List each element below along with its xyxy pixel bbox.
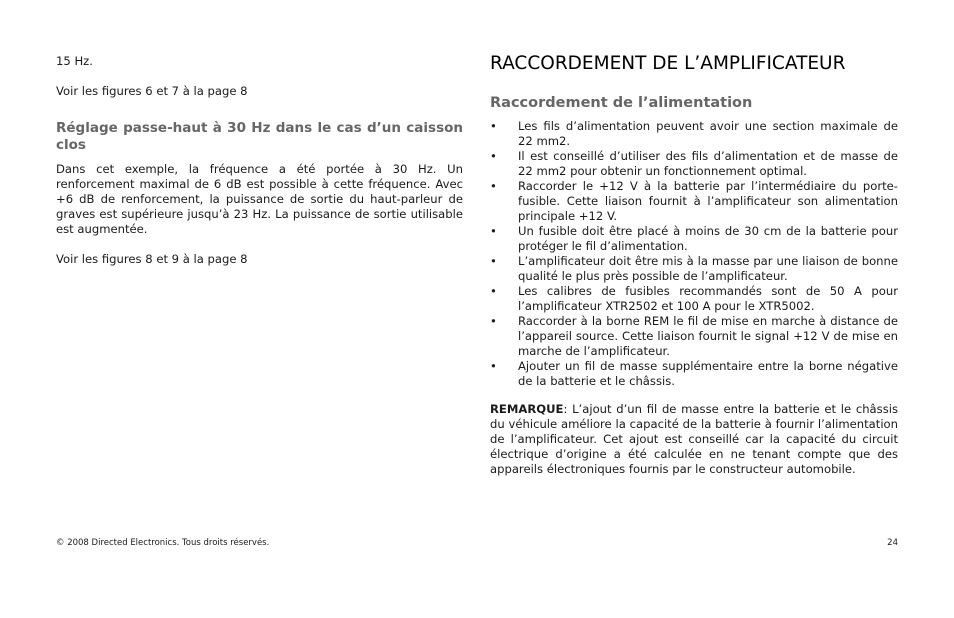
copyright-footer: © 2008 Directed Electronics. Tous droits réservés. (56, 538, 270, 548)
remark-label: REMARQUE (490, 402, 564, 416)
bullet-icon: • (490, 179, 497, 193)
list-item (490, 149, 898, 179)
list-item (490, 284, 898, 314)
figure-reference-2: Voir les figures 8 et 9 à la page 8 (56, 252, 248, 266)
list-item-text: L’amplificateur doit être mis à la masse par une liaison de bonne qualité le plus près possible de l’amplificateur. (518, 254, 898, 283)
list-item-text: Ajouter un fil de masse supplémentaire entre la borne négative de la batterie et le châssis. (518, 359, 898, 388)
highpass-body-text: Dans cet exemple, la fréquence a été portée à 30 Hz. Un renforcement maximal de 6 dB est possible à cette fréquence. Avec +6 dB de renforcement, la puissance de sortie du haut-parleur de graves est supérieure jusqu’à 23 Hz. La puissance de sortie utilisable est augmentée. (56, 162, 463, 236)
list-item-text: Raccorder le +12 V à la batterie par l’intermédiaire du porte-fusible. Cette liaison fournit à l’amplificateur son alimentation principale +12 V. (518, 179, 898, 223)
bullet-icon: • (490, 149, 497, 163)
remark-text: : L’ajout d’un fil de masse entre la batterie et le châssis du véhicule améliore la capacité de la batterie à fournir l’alimentation de l’amplificateur. Cet ajout est conseillé car la capacité du circuit électrique d’origine a été calculée en ne tenant compte que des appareils électroniques fournis par le constructeur automobile. (490, 402, 898, 476)
bullet-icon: • (490, 314, 497, 328)
bullet-icon: • (490, 119, 497, 133)
section-subtitle: Raccordement de l’alimentation (490, 95, 753, 111)
list-item-text: Les fils d’alimentation peuvent avoir une section maximale de 22 mm2. (518, 119, 898, 148)
list-item-text: Les calibres de fusibles recommandés sont de 50 A pour l’amplificateur XTR2502 et 100 A pour le XTR5002. (518, 284, 898, 313)
list-item (490, 359, 898, 389)
figure-reference-1: Voir les figures 6 et 7 à la page 8 (56, 84, 248, 98)
remark-paragraph (490, 402, 898, 477)
list-item-text: Un fusible doit être placé à moins de 30 cm de la batterie pour protéger le fil d’alimentation. (518, 224, 898, 253)
bullet-icon: • (490, 359, 497, 373)
bullet-icon: • (490, 224, 497, 238)
bullet-icon: • (490, 284, 497, 298)
list-item (490, 119, 898, 149)
frequency-line: 15 Hz. (56, 54, 93, 68)
list-item (490, 179, 898, 224)
page-title: RACCORDEMENT DE L’AMPLIFICATEUR (490, 53, 846, 74)
section-heading-highpass: Réglage passe-haut à 30 Hz dans le cas d’un caisson clos (56, 120, 463, 153)
bullet-icon: • (490, 254, 497, 268)
list-item (490, 224, 898, 254)
list-item-text: Il est conseillé d’utiliser des fils d’alimentation et de masse de 22 mm2 pour obtenir un fonctionnement optimal. (518, 149, 898, 178)
list-item (490, 314, 898, 359)
bullet-list (490, 119, 898, 389)
page-number: 24 (887, 538, 898, 548)
list-item (490, 254, 898, 284)
list-item-text: Raccorder à la borne REM le fil de mise en marche à distance de l’appareil source. Cette liaison fournit le signal +12 V de mise en marche de l’amplificateur. (518, 314, 898, 358)
